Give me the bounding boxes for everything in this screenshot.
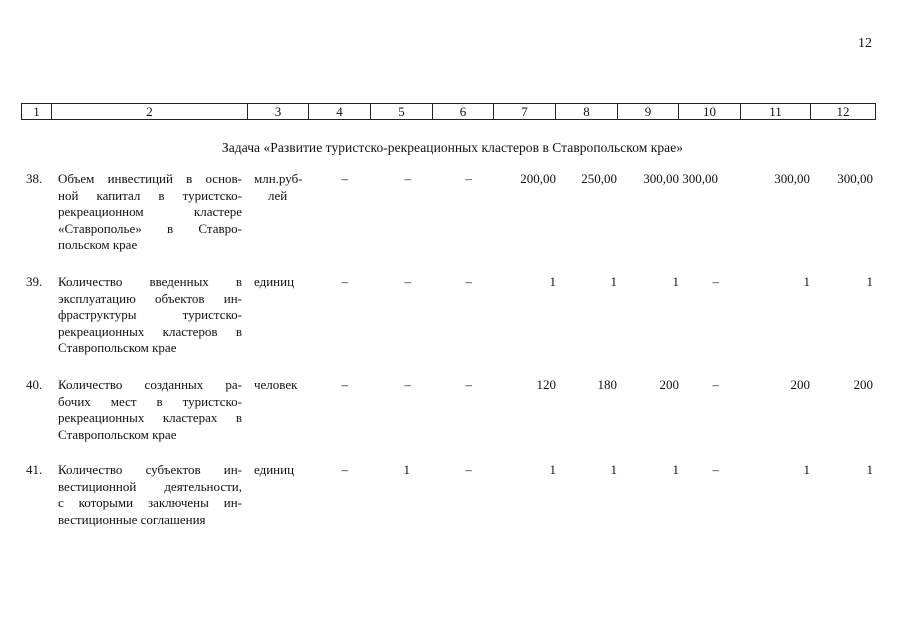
unit-line: единиц (254, 274, 295, 289)
value-col-5: 1 (403, 462, 410, 477)
unit-of-measure (254, 171, 314, 204)
value-col-12: 1 (866, 462, 873, 477)
header-col-10: 10 (679, 104, 741, 120)
header-col-6: 6 (433, 104, 494, 120)
value-col-11: 300,00 (774, 171, 810, 186)
value-col-11: 200 (790, 377, 810, 392)
description-line: с которыми заключены ин- (58, 495, 242, 510)
description-line: Объем инвестиций в основ- (58, 171, 242, 186)
description-line: рекреационном кластере (58, 204, 242, 219)
value-col-4: – (341, 171, 348, 186)
value-col-12: 1 (866, 274, 873, 289)
value-col-5: – (404, 377, 411, 392)
row-number: 39. (26, 274, 43, 289)
value-col-7: 1 (549, 462, 556, 477)
description-line: бочих мест в туристско- (58, 393, 242, 409)
indicator-description (58, 274, 242, 357)
value-col-8: 250,00 (581, 171, 617, 186)
unit-of-measure (254, 377, 314, 394)
unit-line: человек (254, 377, 298, 392)
value-col-10: 300,00 (682, 171, 718, 186)
description-line: рекреационных кластеров в (58, 323, 242, 339)
value-col-7: 1 (549, 274, 556, 289)
header-col-4: 4 (309, 104, 371, 120)
description-line: вестиционные соглашения (58, 511, 206, 527)
header-col-9: 9 (618, 104, 679, 120)
value-col-12: 300,00 (837, 171, 873, 186)
unit-line: лей (268, 187, 288, 203)
value-col-11: 1 (803, 462, 810, 477)
value-col-4: – (341, 377, 348, 392)
value-col-9: 1 (672, 274, 679, 289)
value-col-12: 200 (853, 377, 873, 392)
row-number: 40. (26, 377, 43, 392)
header-col-2: 2 (52, 104, 248, 120)
description-line: Количество созданных ра- (58, 377, 242, 392)
value-col-10: – (712, 377, 719, 392)
description-line: эксплуатацию объектов ин- (58, 290, 242, 306)
column-number-header (21, 103, 876, 120)
header-col-5: 5 (371, 104, 433, 120)
header-col-8: 8 (556, 104, 618, 120)
value-col-9: 300,00 (643, 171, 679, 186)
value-col-6: – (465, 274, 472, 289)
header-col-11: 11 (741, 104, 811, 120)
value-col-4: – (341, 274, 348, 289)
unit-line: единиц (254, 462, 295, 477)
section-title: Задача «Развитие туристско-рекреационных кластеров в Ставропольском крае» (221, 140, 684, 155)
description-line: ной капитал в туристско- (58, 187, 242, 203)
unit-of-measure (254, 274, 314, 291)
description-line: Количество субъектов ин- (58, 462, 242, 477)
description-line: Ставропольском крае (58, 340, 177, 355)
value-col-6: – (465, 462, 472, 477)
value-col-5: – (404, 274, 411, 289)
value-col-8: 1 (610, 462, 617, 477)
row-number: 38. (26, 171, 43, 186)
header-col-1: 1 (22, 104, 52, 120)
value-col-7: 200,00 (520, 171, 556, 186)
value-col-10: – (712, 462, 719, 477)
value-col-8: 180 (597, 377, 617, 392)
indicator-description (58, 462, 242, 528)
description-line: польском крае (58, 237, 138, 252)
value-col-10: – (712, 274, 719, 289)
description-line: «Ставрополье» в Ставро- (58, 220, 242, 236)
value-col-9: 1 (672, 462, 679, 477)
unit-of-measure (254, 462, 314, 479)
value-col-7: 120 (536, 377, 556, 392)
header-col-3: 3 (248, 104, 309, 120)
indicator-description (58, 171, 242, 254)
value-col-8: 1 (610, 274, 617, 289)
description-line: вестиционной деятельности, (58, 478, 242, 494)
description-line: Ставропольском крае (58, 426, 177, 442)
header-col-7: 7 (494, 104, 556, 120)
value-col-4: – (341, 462, 348, 477)
row-number: 41. (26, 462, 43, 477)
value-col-6: – (465, 377, 472, 392)
value-col-11: 1 (803, 274, 810, 289)
unit-line: млн.руб- (254, 171, 303, 186)
description-line: рекреационных кластерах в (58, 410, 242, 425)
value-col-6: – (465, 171, 472, 186)
description-line: Количество введенных в (58, 274, 242, 289)
description-line: фраструктуры туристско- (58, 307, 242, 322)
header-col-12: 12 (811, 104, 876, 120)
page-number: 12 (858, 36, 872, 51)
indicator-description (58, 377, 242, 443)
value-col-5: – (404, 171, 411, 186)
value-col-9: 200 (659, 377, 679, 392)
